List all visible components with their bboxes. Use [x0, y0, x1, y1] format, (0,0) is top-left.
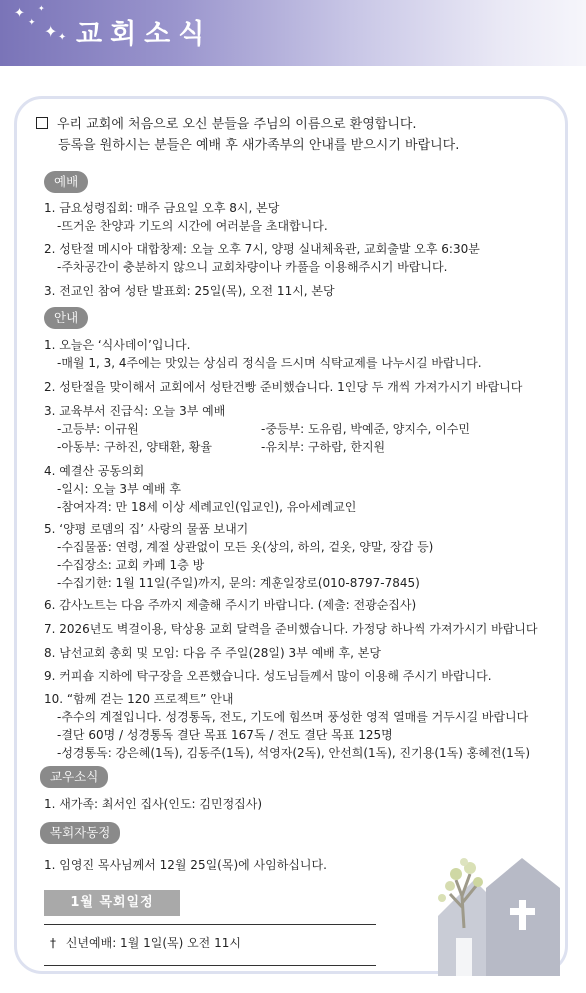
item-detail: -수집기한: 1월 11일(주일)까지, 문의: 계훈일장로(010-8797-7845) [57, 576, 420, 590]
item-detail: -참여자격: 만 18세 이상 세례교인(입교인), 유아세례교인 [57, 500, 357, 514]
list-item [44, 240, 480, 276]
item-text: 3. 전교인 참여 성탄 발표회: 25일(목), 오전 11시, 본당 [44, 284, 335, 298]
item-detail: -유치부: 구하람, 한지원 [261, 440, 386, 454]
item-text: 5. ‘양평 로뎀의 집’ 사랑의 물품 보내기 [44, 522, 249, 536]
list-item [44, 520, 433, 592]
sparkle-icon: ✦ [28, 18, 36, 28]
header-banner [0, 0, 586, 66]
item-text: 2. 성탄절을 맞이해서 교회에서 성탄건빵 준비했습니다. 1인당 두 개씩 가져가시기 바랍니다 [44, 380, 523, 394]
sparkle-icon: ✦ [44, 22, 58, 41]
item-detail: -일시: 오늘 3부 예배 후 [57, 482, 182, 496]
list-item [44, 856, 327, 874]
welcome-line: 등록을 원하시는 분들은 예배 후 새가족부의 안내를 받으시기 바랍니다. [58, 138, 460, 153]
list-item [44, 402, 470, 456]
section-label-notice: 안내 [44, 307, 88, 329]
schedule-title: 1월 목회일정 [44, 890, 180, 916]
item-detail: -결단 60명 / 성경통독 결단 목표 167독 / 전도 결단 목표 125명 [57, 728, 393, 742]
section-label-worship: 예배 [44, 171, 88, 193]
item-detail: -매월 1, 3, 4주에는 맛있는 상심리 정식을 드시며 식탁교제를 나누시길 바랍니다. [57, 356, 482, 370]
section-label-pastor: 목회자동정 [40, 822, 120, 844]
item-text: 9. 커피숍 지하에 탁구장을 오픈했습니다. 성도님들께서 많이 이용해 주시기 바랍니다. [44, 669, 492, 683]
welcome-line: 우리 교회에 처음으로 오신 분들을 주님의 이름으로 환영합니다. [57, 117, 417, 132]
list-item [44, 667, 492, 685]
item-detail: -수집물품: 연령, 계절 상관없이 모든 옷(상의, 하의, 겉옷, 양말, 장갑 등) [57, 540, 434, 554]
list-item [44, 462, 356, 516]
list-item [44, 336, 482, 372]
item-text: 2. 성탄절 메시아 대합창제: 오늘 오후 7시, 양평 실내체육관, 교회출발 오후 6:30분 [44, 242, 480, 256]
list-item [44, 644, 381, 662]
list-item [44, 795, 262, 813]
section-label-members: 교우소식 [40, 766, 108, 788]
item-detail: -성경통독: 강은혜(1독), 김동주(1독), 석영자(2독), 안선희(1독), 진기용(1독) 홍혜전(1독) [57, 746, 531, 760]
item-text: 6. 감사노트는 다음 주까지 제출해 주시기 바랍니다. (제출: 전광순집사) [44, 598, 417, 612]
list-item [44, 620, 538, 638]
item-text: 10. “함께 걷는 120 프로젝트” 안내 [44, 692, 234, 706]
item-detail: -고등부: 이규원 [57, 422, 139, 436]
list-item [44, 199, 328, 235]
list-item [44, 690, 530, 762]
item-detail: -아동부: 구하진, 양태환, 황율 [57, 440, 212, 454]
item-detail: -중등부: 도유림, 박예준, 양지수, 이수민 [261, 422, 470, 436]
item-detail: -수집장소: 교회 카페 1층 방 [57, 558, 205, 572]
checkbox-bullet-icon [36, 117, 48, 129]
item-text: 4. 예결산 공동의회 [44, 464, 145, 478]
cross-icon: † [50, 936, 56, 950]
page-title: 교회소식 [76, 19, 213, 50]
item-text: 7. 2026년도 벽걸이용, 탁상용 교회 달력을 준비했습니다. 가정당 하나씩 가져가시기 바랍니다 [44, 622, 538, 636]
item-text: 1. 새가족: 최서인 집사(인도: 김민정집사) [44, 797, 263, 811]
sparkle-icon: ✦ [14, 6, 25, 21]
divider [44, 924, 376, 925]
item-text: 1. 임영진 목사님께서 12월 25일(목)에 사임하십니다. [44, 858, 327, 872]
item-detail: -뜨거운 찬양과 기도의 시간에 여러분을 초대합니다. [57, 219, 328, 233]
welcome-message [36, 114, 459, 156]
schedule-text: 신년예배: 1월 1일(목) 오전 11시 [65, 936, 241, 950]
item-text: 1. 오늘은 ‘식사데이’입니다. [44, 338, 191, 352]
divider [44, 965, 376, 966]
sparkle-icon: ✦ [38, 4, 45, 13]
item-text: 1. 금요성령집회: 매주 금요일 오후 8시, 본당 [44, 201, 280, 215]
list-item [44, 282, 335, 300]
item-text: 3. 교육부서 진급식: 오늘 3부 예배 [44, 404, 226, 418]
schedule-item [50, 934, 241, 951]
item-text: 8. 남선교회 총회 및 모임: 다음 주 주일(28일) 3부 예배 후, 본당 [44, 646, 381, 660]
sparkle-icon: ✦ [58, 32, 67, 43]
list-item [44, 596, 416, 614]
list-item [44, 378, 522, 396]
item-detail: -추수의 계절입니다. 성경통독, 전도, 기도에 힘쓰며 풍성한 영적 열매를 거두시길 바랍니다 [57, 710, 529, 724]
item-detail: -주차공간이 충분하지 않으니 교회차량이나 카풀을 이용해주시기 바랍니다. [57, 260, 448, 274]
church-illustration [426, 842, 566, 976]
